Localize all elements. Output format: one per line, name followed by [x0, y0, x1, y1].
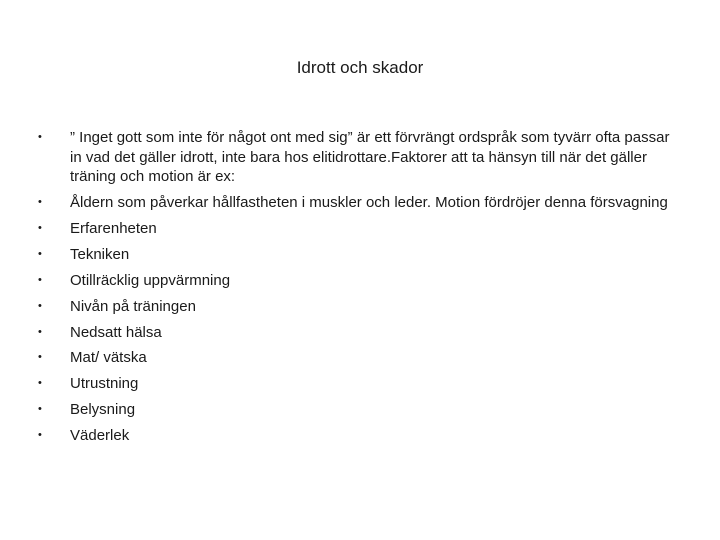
- bullet-text: ” Inget gott som inte för något ont med sig” är ett förvrängt ordspråk som tyvärr ofta passar in vad det gäller idrott, inte bara hos elitidrottare.Faktorer att ta hänsyn till när det gäller träning och motion är ex:: [70, 129, 670, 186]
- list-item: [38, 128, 678, 187]
- list-item: [38, 271, 678, 291]
- bullet-dot-icon: •: [38, 377, 42, 390]
- bullet-text: Erfarenheten: [70, 219, 157, 237]
- bullet-text: Mat/ vätska: [70, 349, 147, 367]
- bullet-dot-icon: •: [38, 247, 42, 260]
- bullet-text: Otillräcklig uppvärmning: [70, 271, 231, 289]
- bullet-text: Utrustning: [70, 375, 139, 393]
- bullet-dot-icon: •: [38, 325, 42, 338]
- bullet-text: Nedsatt hälsa: [70, 323, 162, 341]
- list-item: [38, 219, 678, 239]
- bullet-dot-icon: •: [38, 273, 42, 286]
- bullet-dot-icon: •: [38, 131, 42, 143]
- list-item: [38, 374, 678, 394]
- bullet-dot-icon: •: [38, 403, 42, 416]
- list-item: [38, 323, 678, 343]
- bullet-text: Belysning: [70, 401, 136, 419]
- bullet-dot-icon: •: [38, 351, 42, 364]
- bullet-dot-icon: •: [38, 299, 42, 312]
- list-item: [38, 400, 678, 420]
- bullet-dot-icon: •: [38, 196, 42, 209]
- slide-title: Idrott och skador: [296, 58, 424, 77]
- bullet-dot-icon: •: [38, 429, 42, 442]
- bullet-text: Väderlek: [70, 427, 130, 445]
- bullet-text: Nivån på träningen: [70, 297, 196, 315]
- list-item: [38, 193, 678, 213]
- list-item: [38, 245, 678, 265]
- bullet-dot-icon: •: [38, 221, 42, 234]
- list-item: [38, 426, 678, 446]
- list-item: [38, 348, 678, 368]
- bullet-text: Tekniken: [70, 245, 130, 263]
- bullet-text: Åldern som påverkar hållfastheten i muskler och leder. Motion fördröjer denna försvagning: [70, 194, 668, 212]
- bullet-list: [38, 128, 678, 452]
- list-item: [38, 297, 678, 317]
